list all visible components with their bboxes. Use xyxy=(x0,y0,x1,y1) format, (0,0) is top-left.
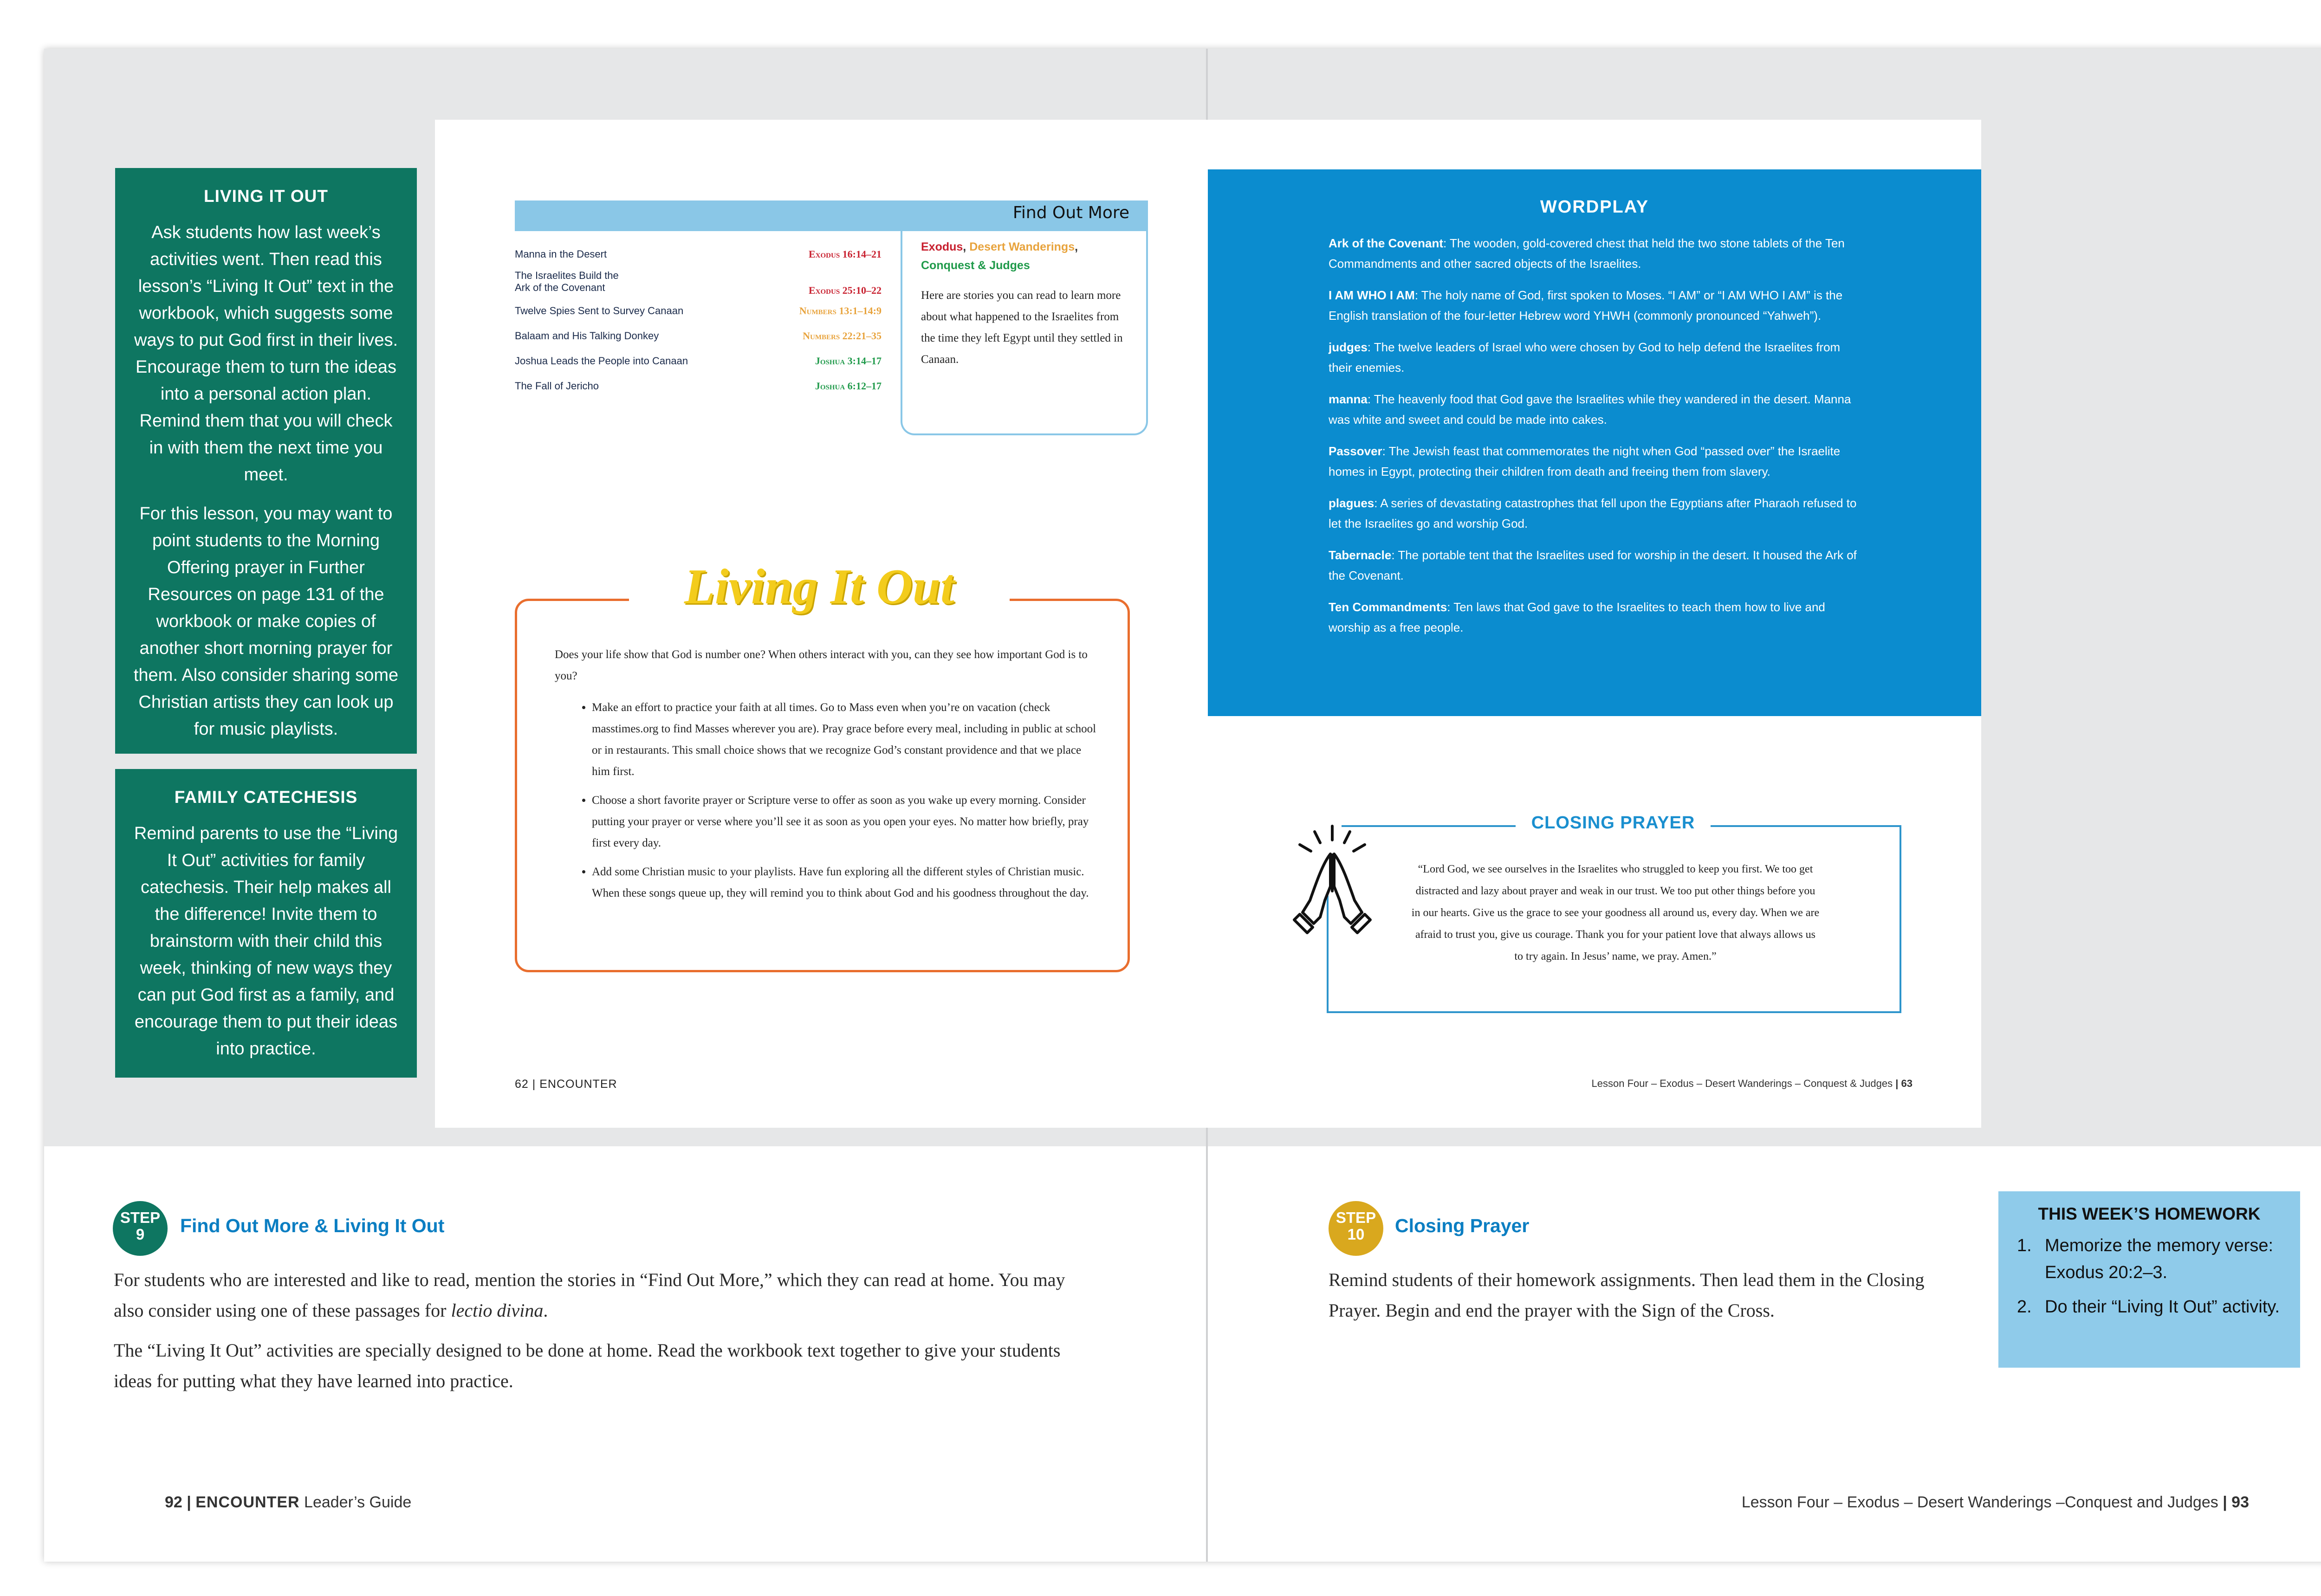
living-it-out-list xyxy=(555,697,1098,904)
closing-prayer-title: CLOSING PRAYER xyxy=(1516,813,1711,837)
homework-box xyxy=(1998,1191,2300,1368)
wordplay-entry: plagues: A series of devastating catastrophes that fell upon the Egyptians after Pharaoh refused to let the Israelites go and worship God. xyxy=(1329,496,1857,530)
find-out-more-header xyxy=(515,200,1148,231)
find-out-more-periods: Exodus, Desert Wanderings, Conquest & Judges xyxy=(921,240,1078,272)
step-9-body xyxy=(114,1265,1098,1413)
wordplay-entry: Passover: The Jewish feast that commemorates the night when God “passed over” the Israelite homes in Egypt, protecting their children from death and freeing them from slavery. xyxy=(1329,444,1841,478)
step-9-paragraph-1: For students who are interested and like to read, mention the stories in “Find Out More,” which they can read at home. You may also consider using one of these passages for lectio divina. xyxy=(114,1269,1065,1321)
list-item: Manna in the Desert Exodus 16:14–21 xyxy=(515,248,882,260)
praying-hands-icon xyxy=(1286,821,1379,942)
living-it-out-title: Living It Out xyxy=(629,538,1010,636)
list-item: Joshua Leads the People into Canaan Joshua 3:14–17 xyxy=(515,355,882,367)
living-it-out-sidebar-p1: Ask students how last week’s activities went. Then read this lesson’s “Living It Out” text in the workbook, which suggests some ways to put God first in their lives. Encourage them to turn the ideas into a personal action plan. Remind them that you will check in with them the next time you meet. xyxy=(134,223,398,485)
list-item: The Israelites Build the Ark of the Covenant Exodus 25:10–22 xyxy=(515,270,882,296)
living-it-out-sidebar-title: LIVING IT OUT xyxy=(204,187,328,206)
find-out-more-list xyxy=(515,248,882,425)
wordplay-entry: I AM WHO I AM: The holy name of God, first spoken to Moses. “I AM” or “I AM WHO I AM” is the English translation of the four-letter Hebrew word YHWH (commonly pronounced “Yahweh”). xyxy=(1329,288,1843,323)
outer-footer-right: Lesson Four – Exodus – Desert Wanderings –Conquest and Judges | 93 xyxy=(1741,1493,2249,1511)
step-9-badge: STEP 9 xyxy=(113,1201,168,1256)
find-out-more-sidebox xyxy=(901,231,1148,435)
living-it-out-sidebar xyxy=(115,168,417,754)
homework-item: 2. Do their “Living It Out” activity. xyxy=(2017,1297,2280,1317)
wordplay-entry: Ten Commandments: Ten laws that God gave to the Israelites to teach them how to live and worship as a free people. xyxy=(1329,600,1825,634)
family-catechesis-title: FAMILY CATECHESIS xyxy=(174,788,358,807)
homework-title: THIS WEEK’S HOMEWORK xyxy=(2038,1204,2261,1223)
step-10-body: Remind students of their homework assignments. Then lead them in the Closing Prayer. Begin and end the prayer with the Sign of the Cross. xyxy=(1329,1269,1925,1321)
living-it-out-intro: Does your life show that God is number one? When others interact with you, can they see how important God is to you? xyxy=(555,648,1088,682)
wordplay-entry: Tabernacle: The portable tent that the Israelites used for worship in the desert. It housed the Ark of the Covenant. xyxy=(1329,548,1857,582)
list-item: • Make an effort to practice your faith at all times. Go to Mass even when you’re on vacation (check masstimes.org to find Masses wherever you are). Pray grace before every meal, including in public at school or in restaurants. This small choice shows that we recognize God’s constant providence and that we place him first. xyxy=(592,697,1098,782)
living-it-out-sidebar-p2: For this lesson, you may want to point students to the Morning Offering prayer in Further Resources on page 131 of the workbook or make copies of another short morning prayer for them. Also consider sharing some Christian artists they can look up for music playlists. xyxy=(133,504,399,739)
wordplay-entry: manna: The heavenly food that God gave the Israelites while they wandered in the desert. Manna was white and sweet and could be made into cakes. xyxy=(1329,392,1851,426)
outer-footer-left: 92 | ENCOUNTER Leader’s Guide xyxy=(165,1493,412,1511)
wordplay-panel xyxy=(1208,169,1981,716)
list-item: Twelve Spies Sent to Survey Canaan Numbers 13:1–14:9 xyxy=(515,305,882,317)
wordplay-entry: Ark of the Covenant: The wooden, gold-covered chest that held the two stone tablets of the Ten Commandments and other sacred objects of the Israelites. xyxy=(1329,236,1845,271)
wordplay-title: WORDPLAY xyxy=(1540,197,1649,217)
step-9-title: Find Out More & Living It Out xyxy=(180,1215,445,1236)
step-10-title: Closing Prayer xyxy=(1395,1215,1530,1236)
inner-left-footer: 62 | ENCOUNTER xyxy=(515,1078,617,1091)
step-9-paragraph-2: The “Living It Out” activities are specially designed to be done at home. Read the workbook text together to give your students ideas for putting what they have learned into practice. xyxy=(114,1340,1061,1391)
list-item: Balaam and His Talking Donkey Numbers 22:21–35 xyxy=(515,330,882,342)
list-item: The Fall of Jericho Joshua 6:12–17 xyxy=(515,380,882,392)
homework-item: 1. Memorize the memory verse: Exodus 20:2–3. xyxy=(2017,1236,2274,1282)
living-it-out-content xyxy=(555,644,1098,941)
family-catechesis-p1: Remind parents to use the “Living It Out” activities for family catechesis. Their help makes all the difference! Invite them to brainstorm with their child this week, thinking of new ways they can put God first as a family, and encourage them to put their ideas into practice. xyxy=(134,824,398,1059)
inner-right-footer: Lesson Four – Exodus – Desert Wanderings – Conquest & Judges | 63 xyxy=(1591,1078,1913,1089)
family-catechesis-sidebar xyxy=(115,769,417,1078)
find-out-more-description: Here are stories you can read to learn more about what happened to the Israelites from the time they left Egypt until they settled in Canaan. xyxy=(921,289,1123,366)
list-item: • Choose a short favorite prayer or Scripture verse to offer as soon as you wake up every morning. Consider putting your prayer or verse where you’ll see it as soon as you open your eyes. No matter how briefly, pray first every day. xyxy=(592,790,1098,854)
step-10-badge: STEP 10 xyxy=(1329,1201,1383,1256)
list-item: • Add some Christian music to your playlists. Have fun exploring all the different styles of Christian music. When these songs queue up, they will remind you to think about God and his goodness throughout the day. xyxy=(592,861,1098,904)
find-out-more-title: Find Out More xyxy=(1012,203,1129,222)
closing-prayer-text: “Lord God, we see ourselves in the Israelites who struggled to keep you first. We too get distracted and lazy about prayer and weak in our trust. We too put other things before you in our hearts. Give us the grace to see your goodness all around us, every day. When we are afraid to trust you, give us courage. Thank you for your patient love that always allows us to try again. In Jesus’ name, we pray. Amen.” xyxy=(1411,863,1820,963)
wordplay-entry: judges: The twelve leaders of Israel who were chosen by God to help defend the Israelites from their enemies. xyxy=(1329,340,1841,375)
